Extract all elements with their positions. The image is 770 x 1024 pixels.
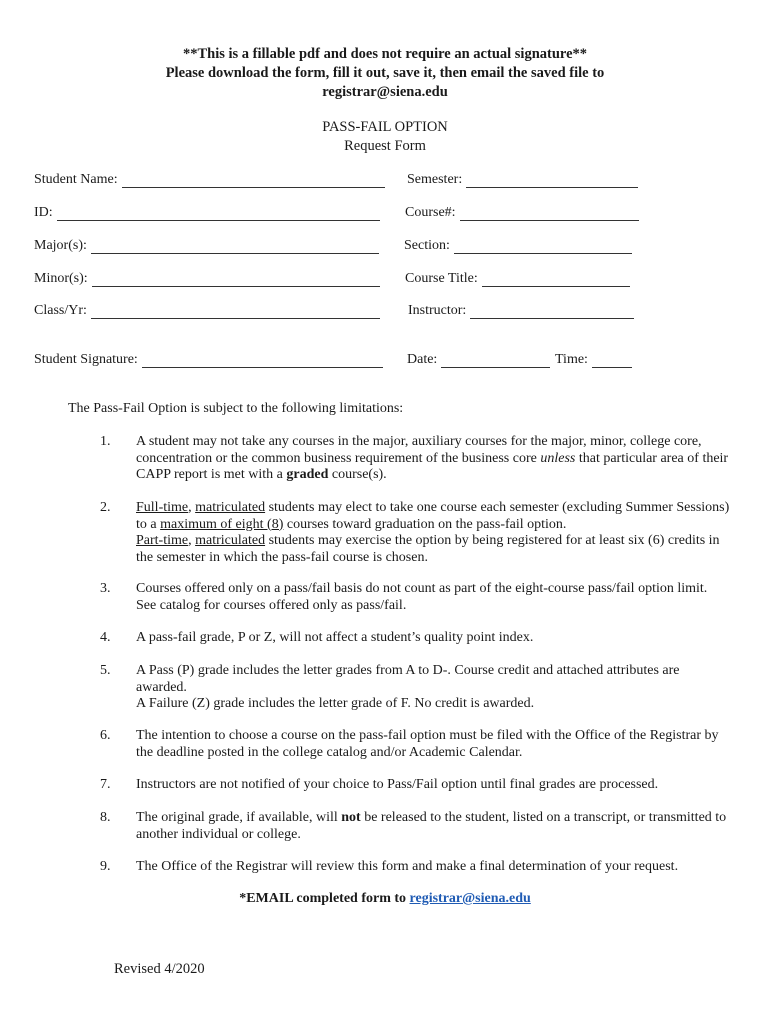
semester-label: Semester: [407,172,463,187]
item-text [136,434,730,484]
item-text-part: be released to the student, listed on a transcript, or transmitted to another individual or college. [136,810,727,842]
item-text-italic: unless [540,450,576,466]
item-text: Instructors are not notified of your choice to Pass/Fail option until final grades are processed. [136,777,659,792]
email-instruction [0,891,770,907]
item-text-part: students may exercise the option by being registered for at least six (6) credits in the semester in which the pass-fail course is chosen. [136,533,720,565]
item-text-bold: not [341,810,361,825]
course-number-field[interactable] [405,205,639,221]
item-text-part: that particular area of their CAPP report is met with a [136,450,729,482]
item-number: 4. [100,630,111,645]
item-text-part: course(s). [328,467,387,482]
section-field[interactable] [404,238,632,254]
item-text-underline: Part-time [136,533,189,548]
item-number: 3. [100,581,111,596]
header-line-1: **This is a fillable pdf and does not require an actual signature** [182,46,588,62]
item-text-part: students may elect to take one course each semester (excluding Summer Sessions) to a [136,500,730,532]
item-text-bold: graded [286,467,329,482]
item-text-underline: Full-time [136,500,189,515]
item-text [136,663,730,713]
form-title-sub: Request Form [344,138,426,154]
date-label: Date: [407,352,438,367]
item-text-part: The original grade, if available, will [136,810,342,825]
item-text-underline: matriculated [195,533,266,548]
item-text-part: , [188,500,196,515]
item-text: Courses offered only on a pass/fail basis do not count as part of the eight-course pass/fail option limit. See catalog for courses offered only as pass/fail. [136,581,708,613]
item-text: The Office of the Registrar will review this form and make a final determination of your request. [136,859,679,874]
student-signature-label: Student Signature: [34,352,138,367]
item-text-line: A Failure (Z) grade includes the letter grade of F. No credit is awarded. [136,696,535,711]
majors-label: Major(s): [34,238,87,253]
item-number: 9. [100,859,111,874]
header-line-2: Please download the form, fill it out, save it, then email the saved file to [165,65,605,81]
limitations-intro: The Pass-Fail Option is subject to the following limitations: [68,401,404,416]
majors-field[interactable] [34,238,379,254]
item-number: 6. [100,728,111,743]
course-number-input[interactable] [460,208,639,221]
header-line-3: registrar@siena.edu [322,84,448,100]
student-signature-field[interactable] [34,352,383,368]
student-name-field[interactable] [34,172,385,188]
item-number: 2. [100,500,111,515]
minors-input[interactable] [92,274,380,287]
time-label: Time: [555,352,588,367]
semester-field[interactable] [407,172,638,188]
registrar-email-link[interactable]: registrar@siena.edu [409,891,531,906]
class-yr-field[interactable] [34,303,380,319]
id-field[interactable] [34,205,380,221]
item-text-part: courses toward graduation on the pass-fail option. [283,516,567,532]
id-input[interactable] [57,208,380,221]
form-title [0,118,770,156]
section-label: Section: [404,238,450,253]
instructions-header [0,45,770,102]
student-name-input[interactable] [122,175,385,188]
course-title-input[interactable] [482,274,630,287]
class-yr-label: Class/Yr: [34,303,87,318]
time-field[interactable] [555,352,632,368]
semester-input[interactable] [466,175,638,188]
section-input[interactable] [454,241,632,254]
class-yr-input[interactable] [91,306,380,319]
email-instruction-text: *EMAIL completed form to [239,891,410,906]
date-input[interactable] [441,355,550,368]
instructor-label: Instructor: [408,303,467,318]
item-text-underline: matriculated [195,500,266,515]
majors-input[interactable] [91,241,379,254]
form-title-main: PASS-FAIL OPTION [322,119,448,135]
minors-field[interactable] [34,271,380,287]
date-field[interactable] [407,352,550,368]
student-name-label: Student Name: [34,172,118,187]
item-number: 5. [100,663,111,678]
item-text-line: A Pass (P) grade includes the letter grades from A to D-. Course credit and attached attributes are awarded. [136,663,680,695]
course-title-field[interactable] [405,271,630,287]
item-text-part: , [188,533,196,548]
id-label: ID: [34,205,53,220]
time-input[interactable] [592,355,632,368]
instructor-input[interactable] [470,306,634,319]
revision-date: Revised 4/2020 [114,961,205,977]
course-number-label: Course#: [405,205,456,220]
item-number: 7. [100,777,111,792]
item-text: A pass-fail grade, P or Z, will not affect a student’s quality point index. [136,630,534,645]
item-text [136,500,730,566]
item-number: 8. [100,810,111,825]
item-text: The intention to choose a course on the pass-fail option must be filed with the Office of the Registrar by the deadline posted in the college catalog and/or Academic Calendar. [136,728,719,760]
item-text-underline: maximum of eight (8) [160,516,284,532]
item-text-part: A student may not take any courses in the major, auxiliary courses for the major, minor, college core, concentration or the common business requirement of the business core [136,434,702,466]
item-number: 1. [100,434,111,449]
item-text [136,810,730,843]
minors-label: Minor(s): [34,271,88,286]
instructor-field[interactable] [408,303,634,319]
course-title-label: Course Title: [405,271,478,286]
student-signature-input[interactable] [142,355,383,368]
